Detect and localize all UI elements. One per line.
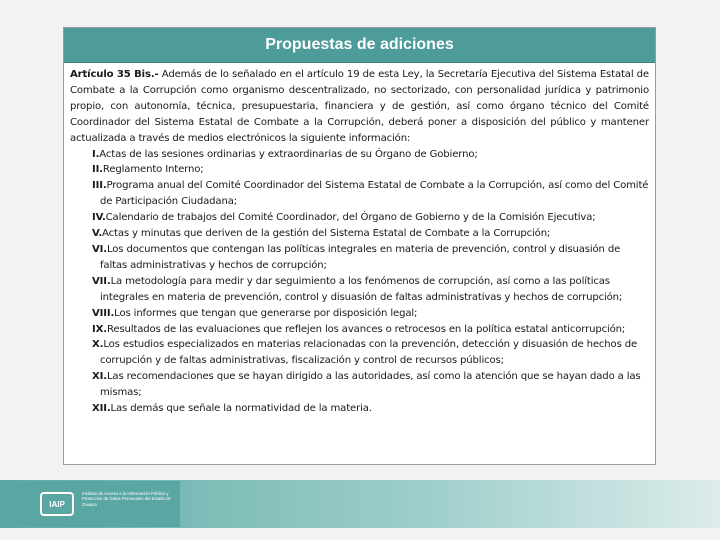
- article-label: Artículo 35 Bis.-: [70, 69, 159, 80]
- list-item: X.Los estudios especializados en materias relacionadas con la prevención, detección y disuasión de hechos de corrupción y de faltas administrativas, fiscalización y control de recursos públicos;: [92, 339, 638, 367]
- list-item: IV.Calendario de trabajos del Comité Coordinador, del Órgano de Gobierno y de la Comisión Ejecutiva;: [92, 212, 596, 224]
- iaip-logo-text: Instituto de Acceso a la Información Pública y Protección de Datos Personales del Estado de Oaxaca: [82, 491, 171, 507]
- list-item: VIII.Los informes que tengan que generarse por disposición legal;: [92, 307, 418, 319]
- list-item: V.Actas y minutas que deriven de la gestión del Sistema Estatal de Combate a la Corrupción;: [92, 228, 551, 240]
- slide-title: Propuestas de adiciones: [64, 28, 655, 63]
- content-card: [63, 27, 656, 465]
- list-item: III.Programa anual del Comité Coordinador del Sistema Estatal de Combate a la Corrupción, así como del Comité de Participación Ciudadana;: [92, 180, 649, 208]
- list-item: VI.Los documentos que contengan las políticas integrales en materia de prevención, control y disuasión de faltas administrativas y hechos de corrupción;: [92, 243, 621, 271]
- article-body: [64, 63, 655, 417]
- article-intro: [70, 67, 649, 147]
- list-item: I.Actas de las sesiones ordinarias y extraordinarias de su Órgano de Gobierno;: [92, 148, 478, 160]
- article-text: Además de lo señalado en el artículo 19 de esta Ley, la Secretaría Ejecutiva del Sistema Estatal de Combate a la Corrupción como organismo descentralizado, no sectorizado, con personalidad jurídica y patrimonio propio, con autonomía, técnica, presupuestaria, financiera y de gestión, así como órgano técnico del Comité Coordinador del Sistema Estatal de Combate a la Corrupción, deberá poner a disposición del público y mantener actualizada a través de medios electrónicos la siguiente información:: [70, 69, 649, 144]
- list-item: XI.Las recomendaciones que se hayan dirigido a las autoridades, así como la atención que se hayan dado a las mismas;: [92, 371, 641, 399]
- iaip-logo: IAIP: [40, 492, 74, 516]
- list-item: VII.La metodología para medir y dar seguimiento a los fenómenos de corrupción, así como a las políticas integrales en materia de prevención, control y disuasión de faltas administrativas y hechos de corrupción;: [92, 275, 623, 303]
- list-item: IX.Resultados de las evaluaciones que reflejen los avances o retrocesos en la política estatal anticorrupción;: [92, 323, 626, 335]
- list-item: XII.Las demás que señale la normatividad de la materia.: [92, 403, 372, 415]
- list-item: II.Reglamento Interno;: [92, 164, 204, 176]
- fracciones-list: [70, 147, 649, 417]
